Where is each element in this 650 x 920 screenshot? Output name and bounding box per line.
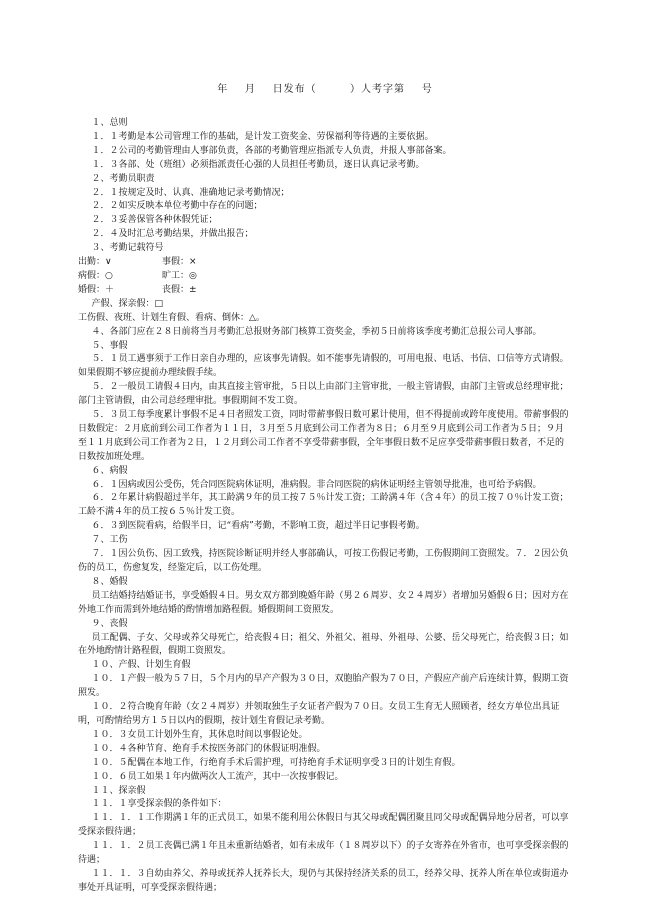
paragraph: ７．１因公负伤、因工致残，持医院诊断证明并经人事部确认，可按工伤假记考勤，工伤假期间工资照发。７．２因公负伤的员工，伤愈复发，经鉴定后，以工伤处理。 [78,549,569,573]
section-title: ８、婚假 [91,576,128,587]
paragraph: １１．１享受探亲假的条件如下： [91,799,227,810]
paragraph: １．２公司的考勤管理由人事部负责，各部的考勤管理应指派专人负责，并报人事部备案。 [91,145,452,156]
document-body [78,117,572,896]
paragraph: １０．５配偶在本地工作，行绝育手术后需护理，可持绝育手术证明享受３日的计划生育假。 [91,757,461,768]
paragraph: ６．１因病或因公受伤，凭合同医院病休证明，准病假。非合同医院的病休证明经主管领导批准，也可给予病假。 [91,479,542,490]
paragraph: １０．４各种节育、绝育手术按医务部门的休假证明准假。 [91,743,326,754]
paragraph: １．１考勤是本公司管理工作的基础，是计发工资奖金、劳保福利等待遇的主要依据。 [91,131,434,142]
symbol-attendance: 出勤：∨ [78,257,112,268]
paragraph: １．３各部、处（班组）必须指派责任心强的人员担任考勤员，逐日认真记录考勤。 [91,159,425,170]
paragraph: ５．１员工遇事须于工作日亲自办理的，应该事先请假。如不能事先请假的，可用电报、电话、书信、口信等方式请假。如果假期不够应提前办理续假手续。 [78,354,569,379]
paragraph: ２．４及时汇总考勤结果，并做出报告； [91,229,254,240]
symbol-row [78,256,572,270]
section-title: ２、考勤员职责 [91,173,155,184]
document-header: 年 月 日发布（ ）人考字第 号 [217,84,433,95]
paragraph: ４、各部门应在２８日前将当月考勤汇总报财务部门核算工资奖金，季初５日前将该季度考勤汇总报公司人事部。 [91,326,542,337]
symbol-other: 工伤假、夜班、计划生育假、看病、倒休：△。 [78,312,265,323]
section-title: １０、产假、计划生育假 [91,660,191,671]
symbol-sick-leave: 病假：○ [78,270,113,281]
paragraph: ６．２年累计病假超过半年，其工龄满９年的员工按７５％计发工资；工龄满４年（含４年）的员工按７０％计发工资；工龄不满４年的员工按６５％计发工资。 [78,493,569,518]
section-title: ７、工伤 [91,535,128,546]
section-title: １１、探亲假 [91,785,146,796]
section-title: ５、事假 [91,340,128,351]
paragraph: ２．３妥善保管各种休假凭证； [91,215,218,226]
paragraph: １０．６员工如果１年内做两次人工流产，其中一次按事假记。 [91,771,344,782]
symbol-personal-leave: 事假：× [162,257,197,268]
section-title: １、总则 [91,118,128,128]
section-title: ９、丧假 [91,618,128,629]
section-title: ６、病假 [91,465,128,476]
paragraph: ６．３到医院看病，给假半日，记“看病”考勤，不影响工资，超过半日记事假考勤。 [91,521,425,532]
paragraph: １１．１．１工作期满１年的正式员工，如果不能利用公休假日与其父母或配偶团聚且同父母或配偶异地分居者，可以享受探亲假待遇； [78,813,569,838]
paragraph: １０．３女员工计划外生育，其休息时间以事假论处。 [91,729,308,740]
paragraph: ２．１按规定及时、认真、准确地记录考勤情况； [91,187,290,198]
section-title: ３、考勤记载符号 [91,243,164,254]
symbol-row [78,284,572,298]
paragraph: １０．１产假一般为５７日，５个月内的早产产假为３０日，双胞胎产假为７０日，产假应产前产后连续计算，假期工资照发。 [78,674,569,699]
symbol-absence: 旷工：◎ [162,270,197,281]
paragraph: １０．２符合晚育年龄（女２４周岁）并领取独生子女证者产假为７０日。女员工生育无人照顾者，经女方单位出具证明，可酌情给男方１５日以内的假期，按计划生育假记录考勤。 [78,702,560,726]
paragraph: ５．２一般员工请假４日内，由其直接主管审批，５日以上由部门主管审批，一般主管请假，由部门主管或总经理审批；部门主管请假，由公司总经理审批。事假期间不发工资。 [78,382,569,407]
paragraph: 员工配偶、子女、父母或养父母死亡，给丧假４日；祖父、外祖父、祖母、外祖母、公婆、岳父母死亡，给丧假３日；如在外地酌情计路程假，假期工资照发。 [78,632,569,657]
symbol-row [78,270,572,284]
paragraph: ２．２如实反映本单位考勤中存在的问题； [91,201,263,212]
paragraph: １１．１．３自幼由养父、养母或抚养人抚养长大，现仍与其保持经济关系的员工，经养父母、抚养人所在单位或街道办事处开具证明，可享受探亲假待遇； [78,868,569,893]
symbol-funeral-leave: 丧假：± [162,284,197,295]
paragraph: ５．３员工每季度累计事假不足４日者照发工资，同时带薪事假日数可累计使用，但不得提前或跨年度使用。带薪事假的日数假定：２月底前到公司工作者为１１日，３月至５月底到公司工作者为８日；６月至９月底到公司工作者为５日；９月至１１月底到公司工作者为２日，１２月到公司工作者不享受带薪事假，全年事假日数不足应享受带薪事假日数者，不足的日数按加班处理。 [78,410,569,462]
paragraph: 员工结婚持结婚证书，享受婚假４日。男女双方都到晚婚年龄（男２６周岁、女２４周岁）者增加另婚假６日；因对方在外地工作而需到外地结婚的酌情增加路程假。婚假期间工资照发。 [78,590,569,615]
paragraph: １１．１．２员工丧偶已满１年且未重新结婚者，如有未成年（１８周岁以下）的子女寄养在外省市，也可享受探亲假的待遇； [78,841,569,866]
symbol-marriage-leave: 婚假：＋ [78,284,115,295]
symbol-maternity: 产假、探亲假：□ [91,298,164,309]
